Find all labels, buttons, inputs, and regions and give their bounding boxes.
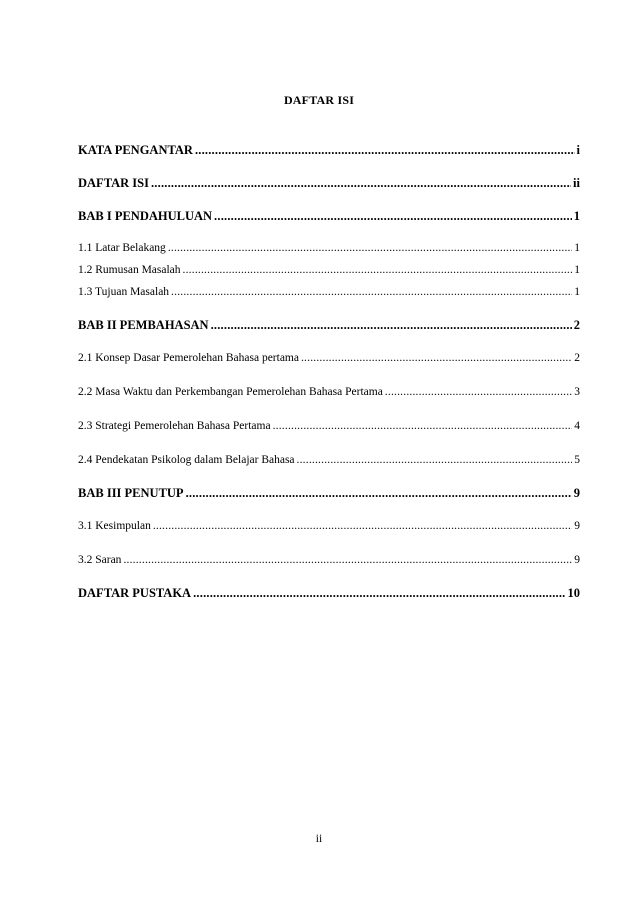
toc-entry-2-1 bbox=[78, 352, 580, 364]
toc-label: BAB II PEMBAHASAN bbox=[78, 318, 209, 332]
toc-page-number: 1 bbox=[574, 242, 580, 254]
toc-dot-leader bbox=[273, 420, 573, 432]
toc-label: BAB I PENDAHULUAN bbox=[78, 209, 213, 223]
toc-label: 2.2 Masa Waktu dan Perkembangan Pemerolehan Bahasa Pertama bbox=[78, 386, 383, 398]
toc-entry-1-1 bbox=[78, 242, 580, 254]
toc-label: 2.4 Pendekatan Psikolog dalam Belajar Bahasa bbox=[78, 454, 295, 466]
toc-entry-2-2 bbox=[78, 386, 580, 398]
toc-dot-leader bbox=[153, 520, 572, 532]
toc-entry-bab-iii bbox=[78, 486, 580, 501]
toc-label: 1.3 Tujuan Masalah bbox=[78, 286, 170, 298]
toc-dot-leader bbox=[193, 586, 565, 601]
toc-page-number: 2 bbox=[574, 352, 580, 364]
toc-page-number: 1 bbox=[573, 209, 580, 223]
toc-dot-leader bbox=[385, 386, 572, 398]
toc-label: 2.3 Strategi Pemerolehan Bahasa Pertama bbox=[78, 420, 271, 432]
toc-dot-leader bbox=[123, 554, 572, 566]
toc-page-number: 9 bbox=[574, 520, 580, 532]
toc-page-number: 1 bbox=[574, 286, 580, 298]
toc-entry-daftar-isi bbox=[78, 176, 580, 191]
toc-page-number: 9 bbox=[573, 486, 580, 500]
toc-entry-kata-pengantar bbox=[78, 143, 580, 158]
toc-label: 1.1 Latar Belakang bbox=[78, 242, 166, 254]
toc-label: BAB III PENUTUP bbox=[78, 486, 184, 500]
toc-page-number: i bbox=[576, 143, 580, 157]
toc-label: 1.2 Rumusan Masalah bbox=[78, 264, 181, 276]
toc-page-number: 1 bbox=[574, 264, 580, 276]
toc-dot-leader bbox=[183, 264, 573, 276]
toc-page-number: 9 bbox=[574, 554, 580, 566]
toc-label: DAFTAR PUSTAKA bbox=[78, 586, 192, 600]
toc-entry-bab-i bbox=[78, 209, 580, 224]
toc-label: KATA PENGANTAR bbox=[78, 143, 193, 157]
toc-dot-leader bbox=[301, 352, 572, 364]
toc-page-number: ii bbox=[573, 176, 580, 190]
toc-label: 3.1 Kesimpulan bbox=[78, 520, 151, 532]
toc-entry-3-1 bbox=[78, 520, 580, 532]
toc-page-number: 3 bbox=[574, 386, 580, 398]
toc-dot-leader bbox=[211, 318, 572, 333]
toc-entry-3-2 bbox=[78, 554, 580, 566]
toc-dot-leader bbox=[186, 486, 572, 501]
toc-entry-bab-ii bbox=[78, 318, 580, 333]
toc-page-number: 10 bbox=[567, 586, 580, 600]
toc-entry-2-4 bbox=[78, 454, 580, 466]
toc-dot-leader bbox=[214, 209, 572, 224]
toc-page-number: 5 bbox=[574, 454, 580, 466]
toc-dot-leader bbox=[297, 454, 573, 466]
toc-label: 2.1 Konsep Dasar Pemerolehan Bahasa pertama bbox=[78, 352, 299, 364]
toc-page-number: 2 bbox=[573, 318, 580, 332]
toc-label: DAFTAR ISI bbox=[78, 176, 149, 190]
toc-entry-1-3 bbox=[78, 286, 580, 298]
page-title: DAFTAR ISI bbox=[283, 93, 355, 107]
toc-entry-daftar-pustaka bbox=[78, 586, 580, 601]
toc-entry-1-2 bbox=[78, 264, 580, 276]
toc-dot-leader bbox=[151, 176, 571, 191]
toc-dot-leader bbox=[171, 286, 572, 298]
toc-dot-leader bbox=[195, 143, 575, 158]
toc-page-number: 4 bbox=[574, 420, 580, 432]
toc-dot-leader bbox=[168, 242, 572, 254]
footer-page-number: ii bbox=[315, 833, 323, 845]
toc-entry-2-3 bbox=[78, 420, 580, 432]
toc-label: 3.2 Saran bbox=[78, 554, 122, 566]
